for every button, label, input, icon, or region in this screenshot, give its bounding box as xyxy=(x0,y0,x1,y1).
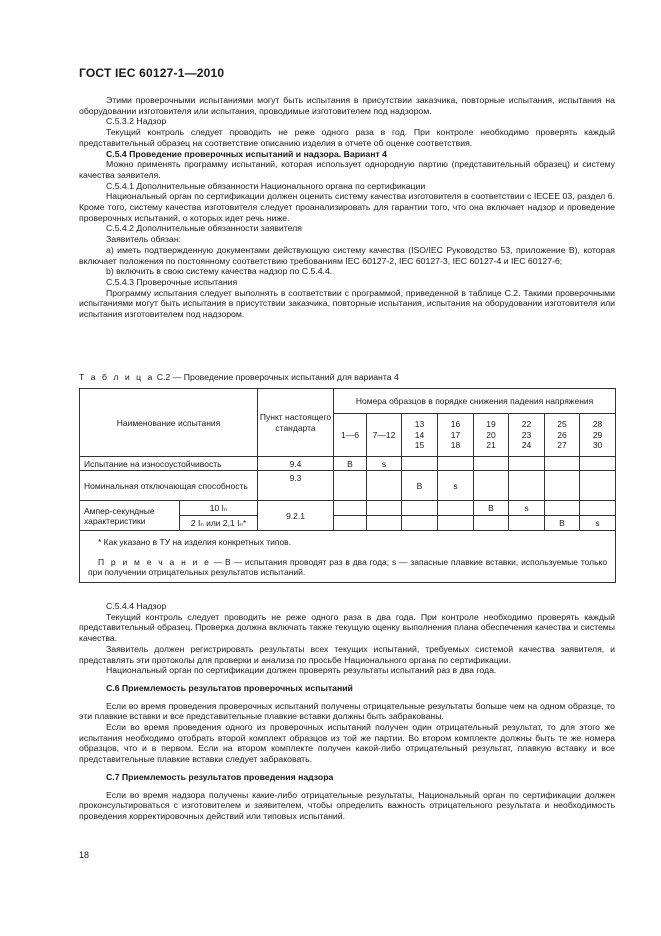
sample-group: 16 17 18 xyxy=(438,414,474,457)
table-row: 2 Iₙ или 2,1 Iₙ* B s xyxy=(80,516,616,531)
list-item: b) включить в свою систему качества надзор по С.5.4.4. xyxy=(106,266,333,277)
paragraph: Можно применять программу испытаний, которая использует однородную партию (представительный образец) и систему качества заявителя. xyxy=(79,159,615,180)
clause-heading: С.5.4.4 Надзор xyxy=(106,601,167,611)
page-number: 18 xyxy=(79,850,90,860)
paragraph: Текущий контроль следует проводить не реже одного раза в год. При контроле необходимо проверять каждый представительный образец на соответствие описанию изделия в отчете об оценке соответствия. xyxy=(79,127,615,148)
test-table xyxy=(79,388,616,583)
page-header: ГОСТ IEC 60127-1—2010 xyxy=(79,66,225,80)
paragraph: Текущий контроль следует проводить не реже одного раза в два года. При контроле необходимо проверять каждый представительный образец. Проверка должна включать также текущую оценку выполнения плана обеспечения качества и системы качества. xyxy=(79,611,615,644)
header-name: Наименование испытания xyxy=(80,389,258,457)
paragraph: Национальный орган по сертификации должен оценить систему качества изготовителя в соответствии с IECEE 03, раздел 6. Кроме того, систему качества изготовителя следует проанализировать для гарантии того, что она включает надзор и проведение проверочных испытаний, о которых идет речь ниже. xyxy=(79,191,615,223)
body-text-bottom xyxy=(79,601,615,822)
paragraph: Программу испытания следует выполнять в соответствии с программой, приведенной в таблице С.2. Такими проверочными испытаниями могут быть испытания в присутствии заказчика, повторные испытания, испытания на оборудовании изготовителя или испытания изготовителем под надзором. xyxy=(79,287,615,320)
table-row: Испытание на износоустойчивость 9.4 B s xyxy=(80,457,616,471)
sample-group: 19 20 21 xyxy=(474,414,509,457)
paragraph: Заявитель обязан: xyxy=(106,234,182,245)
sample-group: 7—12 xyxy=(367,414,402,457)
clause-heading: С.5.4.1 Дополнительные обязанности Национального органа по сертификации xyxy=(106,180,426,191)
clause-heading: С.5.3.2 Надзор xyxy=(106,116,167,127)
table-note: П р и м е ч а н и е — В — испытания проводят раз в два года; s — запасные плавкие вставки, используемые только при получении отрицательных результатов испытаний. xyxy=(88,557,608,577)
table-caption: Т а б л и ц а С.2 — Проведение проверочных испытаний для варианта 4 xyxy=(79,372,399,382)
table-notes xyxy=(80,531,616,583)
header-clause: Пункт настоящего стандарта xyxy=(258,389,334,457)
sample-group: 1—6 xyxy=(334,414,367,457)
clause-heading: С.5.4.2 Дополнительные обязанности заявителя xyxy=(106,223,302,234)
clause-heading: С.5.4.3 Проверочные испытания xyxy=(106,276,238,287)
sample-group: 13 14 15 xyxy=(402,414,438,457)
table-row: Номинальная отключающая способность 9.3 B s xyxy=(80,471,616,501)
sample-group: 22 23 24 xyxy=(509,414,545,457)
sample-group: 25 26 27 xyxy=(545,414,580,457)
footnote: * Как указано в ТУ на изделия конкретных типов. xyxy=(98,537,292,547)
section-heading: С.5.4 Проведение проверочных испытаний и надзора. Вариант 4 xyxy=(106,148,387,159)
paragraph: Если во время надзора получены какие-либо отрицательные результаты, Национальный орган по сертификации должен проконсультироваться с изготовителем и заявителем, чтобы определить важность отрицательного результата и необходимость проведения корректировочных действий или типовых испытаний. xyxy=(79,789,615,821)
header-samples: Номера образцов в порядке снижения падения напряжения xyxy=(334,389,616,414)
paragraph: Если во время проведения одного из проверочных испытаний получен один отрицательный результат, то для этого же испытания необходимо отобрать второй комплект образцов из той же партии. Во втором комплекте должны быть те же номера образцов, что и в первом. Если на втором комплекте получен какой-либо отрицательный результат, плавкую вставку и все представительные плавкие вставки следует забраковать. xyxy=(79,722,615,765)
paragraph: Этими проверочными испытаниями могут быть испытания в присутствии заказчика, повторные испытания, испытания на оборудовании изготовителя или испытания, проводимые изготовителем под надзором. xyxy=(79,95,615,116)
section-heading: С.6 Приемлемость результатов проверочных испытаний xyxy=(106,682,353,693)
body-text-top xyxy=(79,95,615,320)
table-row: Ампер-секундные характеристики 10 Iₙ 9.2.1 B s xyxy=(80,501,616,516)
paragraph: Заявитель должен регистрировать результаты всех текущих испытаний, требуемых системой качества заявителя, и представлять эти протоколы для проверки и анализа по просьбе Национального органа по сертификации. xyxy=(79,643,615,665)
sample-group: 28 29 30 xyxy=(580,414,616,457)
paragraph: Если во время проведения проверочных испытаний получены отрицательные результаты больше чем на одном образце, то эти плавкие вставки и все представительные плавкие вставки должны быть забракованы. xyxy=(79,700,615,722)
section-heading: С.7 Приемлемость результатов проведения надзора xyxy=(106,771,334,782)
paragraph: Национальный орган по сертификации должен проверять результаты испытаний раз в два года. xyxy=(106,665,497,676)
list-item: а) иметь подтвержденную документами действующую систему качества (ISO/IEC Руководство 53, приложение В), которая включает положения по постоянному соответствию требованиям IEC 60127-2, IEC 60127-3, IEC 60127-4 и IEC 60127-6; xyxy=(79,244,615,266)
